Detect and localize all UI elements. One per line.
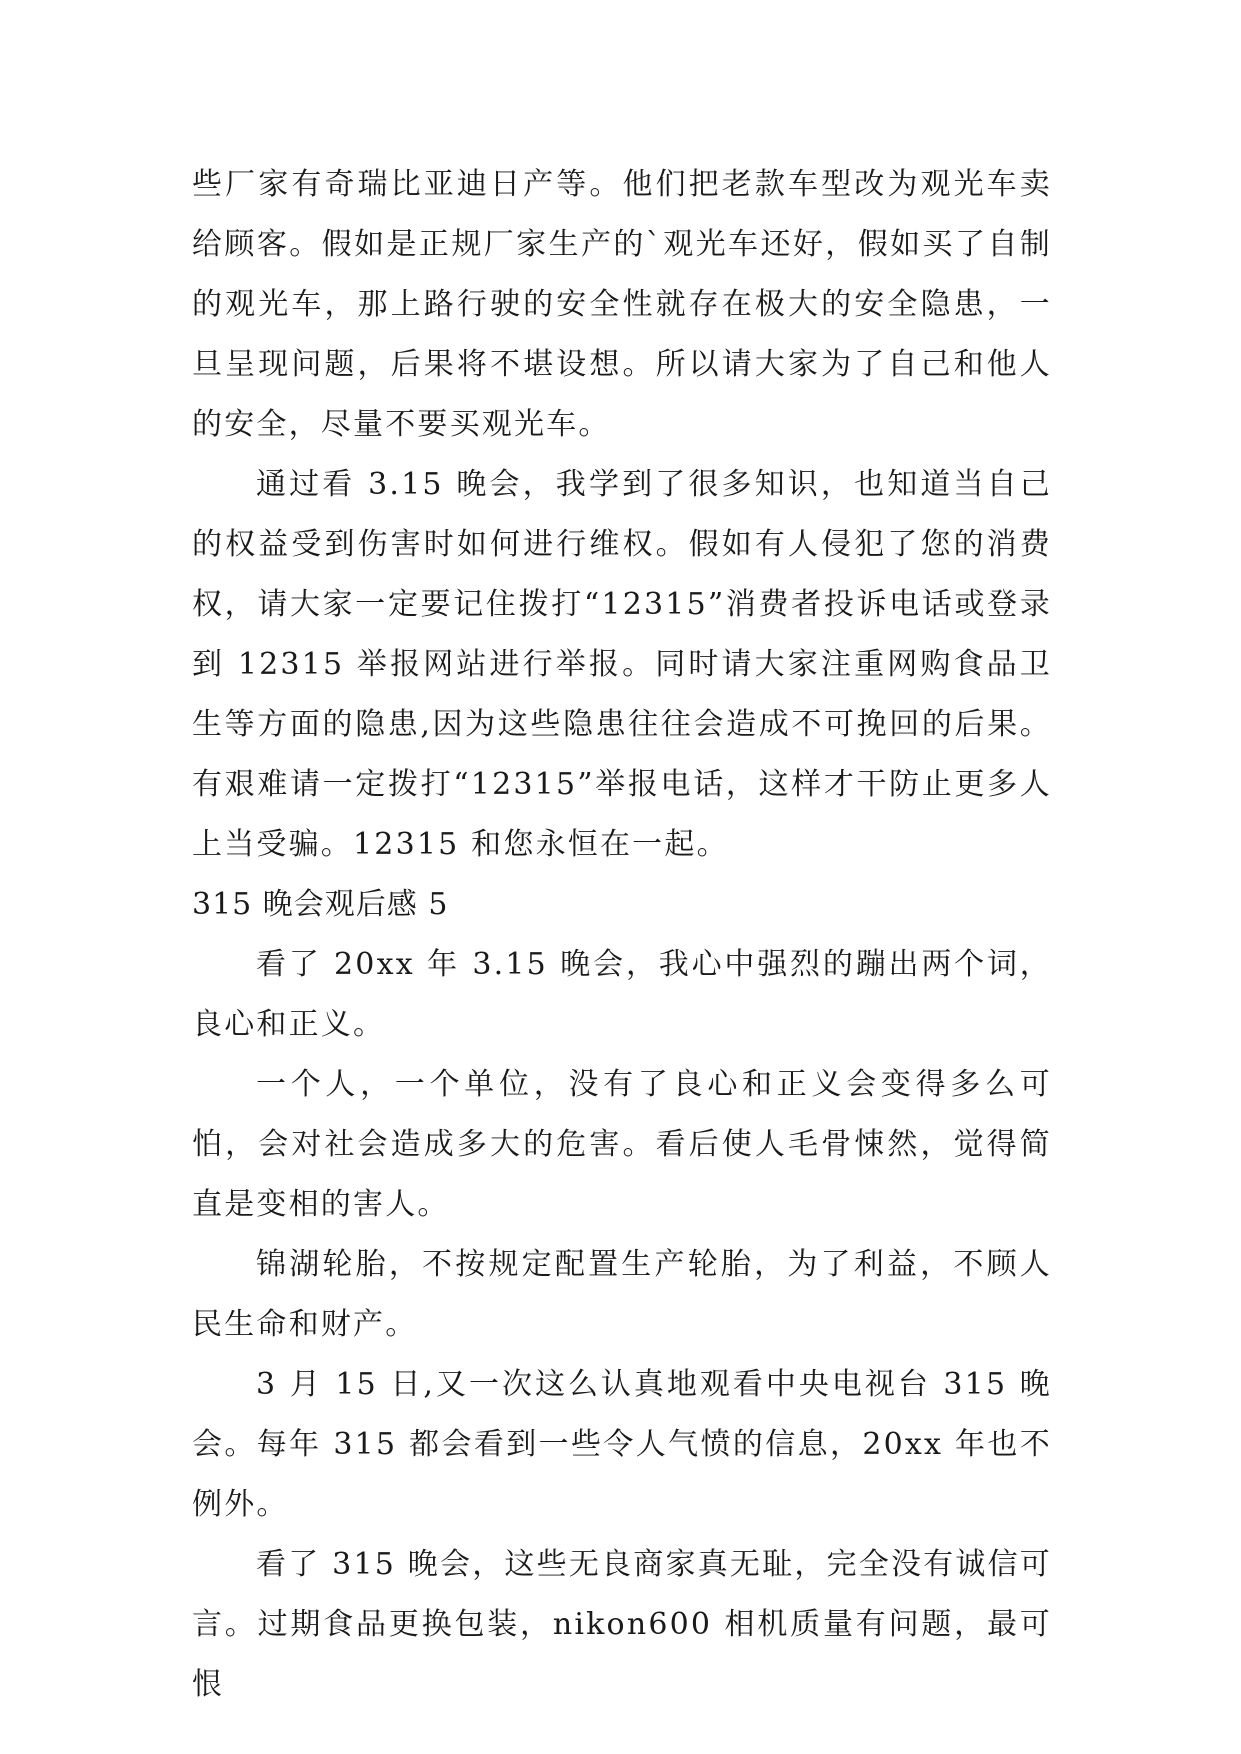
section-heading: 315 晚会观后感 5 bbox=[192, 887, 449, 922]
paragraph-315-gala-knowledge: 通过看 3.15 晚会，我学到了很多知识，也知道当自己的权益受到伤害时如何进行维权。假如有人侵犯了您的消费权，请大家一定要记住拨打“12315”消费者投诉电话或登录到 12315 举报网站进行举报。同时请大家注重网购食品卫生等方面的隐患,因为这些隐患往往会造成不可挽回的后果。有艰难请一定拨打“12315”举报电话，这样才干防止更多人上当受骗。12315 和您永恒在一起。 bbox=[192, 467, 1052, 862]
paragraph-march-15: 3 月 15 日,又一次这么认真地观看中央电视台 315 晚会。每年 315 都会看到一些令人气愤的信息，20xx 年也不例外。 bbox=[192, 1367, 1052, 1522]
paragraph-sightseeing-cars: 些厂家有奇瑞比亚迪日产等。他们把老款车型改为观光车卖给顾客。假如是正规厂家生产的`观光车还好，假如买了自制的观光车，那上路行驶的安全性就存在极大的安全隐患，一旦呈现问题，后果将不堪设想。所以请大家为了自己和他人的安全，尽量不要买观光车。 bbox=[192, 167, 1052, 442]
document-page bbox=[192, 155, 1052, 1715]
paragraph-harm-to-society: 一个人，一个单位，没有了良心和正义会变得多么可怕，会对社会造成多大的危害。看后使人毛骨悚然，觉得简直是变相的害人。 bbox=[192, 1067, 1052, 1222]
paragraph-conscience-justice: 看了 20xx 年 3.15 晚会，我心中强烈的蹦出两个词，良心和正义。 bbox=[192, 947, 1052, 1042]
paragraph-kumho-tires: 锦湖轮胎，不按规定配置生产轮胎，为了利益，不顾人民生命和财产。 bbox=[192, 1247, 1052, 1342]
paragraph-shameless-merchants: 看了 315 晚会，这些无良商家真无耻，完全没有诚信可言。过期食品更换包装，nikon600 相机质量有问题，最可恨 bbox=[192, 1547, 1052, 1702]
